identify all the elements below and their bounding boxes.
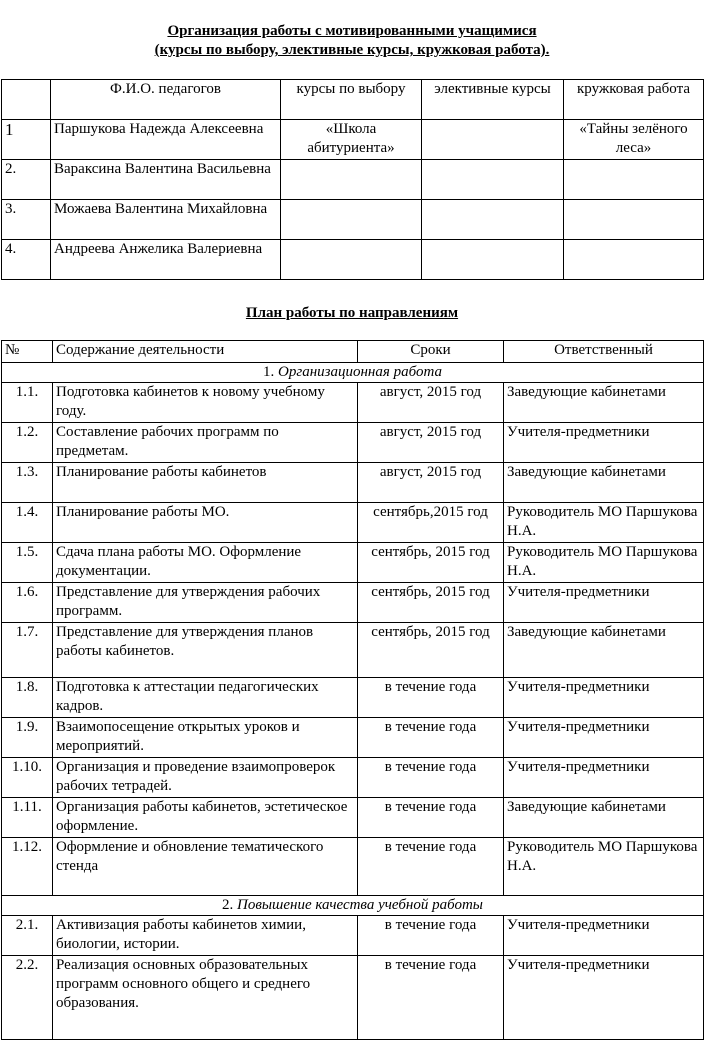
- row-num: 3.: [2, 200, 51, 240]
- row-num: 1.4.: [2, 503, 53, 543]
- row-num: 1.6.: [2, 583, 53, 623]
- circle-name: [564, 160, 704, 200]
- header-num: [2, 80, 51, 120]
- row-num: 1.9.: [2, 718, 53, 758]
- table-row: [2, 956, 704, 1040]
- table-row: [2, 543, 704, 583]
- plan-title: План работы по направлениям: [245, 305, 459, 321]
- circle-name: [564, 200, 704, 240]
- activity-term: в течение года: [358, 678, 504, 718]
- section-heading: [2, 896, 704, 916]
- section-row: [2, 363, 704, 383]
- elective-name: [422, 200, 564, 240]
- section-heading: [2, 363, 704, 383]
- circle-name: [564, 240, 704, 280]
- activity-content: Составление рабочих программ по предметам.: [53, 423, 358, 463]
- row-num: 1.1.: [2, 383, 53, 423]
- elective-name: [422, 120, 564, 160]
- activity-content: Подготовка к аттестации педагогических кадров.: [53, 678, 358, 718]
- activity-term: сентябрь, 2015 год: [358, 583, 504, 623]
- activity-term: в течение года: [358, 916, 504, 956]
- header-courses: курсы по выбору: [281, 80, 422, 120]
- activity-term: в течение года: [358, 838, 504, 896]
- activity-responsible: Учителя-предметники: [504, 678, 704, 718]
- elective-name: [422, 240, 564, 280]
- activity-term: в течение года: [358, 758, 504, 798]
- document-title: Организация работы с мотивированными учащимися: [167, 23, 537, 39]
- activity-responsible: Учителя-предметники: [504, 956, 704, 1040]
- circle-name: «Тайны зелёного леса»: [564, 120, 704, 160]
- section-name: Организационная работа: [278, 364, 442, 380]
- elective-name: [422, 160, 564, 200]
- activity-content: Организация работы кабинетов, эстетическое оформление.: [53, 798, 358, 838]
- row-num: 1.3.: [2, 463, 53, 503]
- table-row: [2, 120, 704, 160]
- activity-responsible: Заведующие кабинетами: [504, 383, 704, 423]
- header-num: №: [2, 341, 53, 363]
- activity-content: Представление для утверждения планов работы кабинетов.: [53, 623, 358, 678]
- header-circle: кружковая работа: [564, 80, 704, 120]
- table-row: [2, 160, 704, 200]
- course-name: [281, 240, 422, 280]
- activity-content: Организация и проведение взаимопроверок рабочих тетрадей.: [53, 758, 358, 798]
- course-name: [281, 200, 422, 240]
- section-name: Повышение качества учебной работы: [237, 897, 483, 913]
- course-name: «Школа абитуриента»: [281, 120, 422, 160]
- course-name: [281, 160, 422, 200]
- activity-responsible: Заведующие кабинетами: [504, 623, 704, 678]
- teacher-name: Можаева Валентина Михайловна: [51, 200, 281, 240]
- activity-responsible: Учителя-предметники: [504, 916, 704, 956]
- activity-content: Планирование работы МО.: [53, 503, 358, 543]
- activity-term: август, 2015 год: [358, 383, 504, 423]
- plan-header-row: [2, 341, 704, 363]
- activity-term: сентябрь, 2015 год: [358, 543, 504, 583]
- activity-responsible: Учителя-предметники: [504, 758, 704, 798]
- teacher-name: Паршукова Надежда Алексеевна: [51, 120, 281, 160]
- teachers-table: [1, 79, 704, 280]
- row-num: 1.5.: [2, 543, 53, 583]
- section-number: 2.: [222, 897, 234, 913]
- document-subtitle: (курсы по выбору, элективные курсы, кружковая работа).: [154, 42, 550, 58]
- activity-content: Активизация работы кабинетов химии, биологии, истории.: [53, 916, 358, 956]
- teachers-header-row: [2, 80, 704, 120]
- activity-term: в течение года: [358, 956, 504, 1040]
- activity-term: август, 2015 год: [358, 423, 504, 463]
- section-number: 1.: [263, 364, 275, 380]
- table-row: [2, 623, 704, 678]
- activity-content: Оформление и обновление тематического стенда: [53, 838, 358, 896]
- teacher-name: Андреева Анжелика Валериевна: [51, 240, 281, 280]
- header-name: Ф.И.О. педагогов: [51, 80, 281, 120]
- table-row: [2, 200, 704, 240]
- section-row: [2, 896, 704, 916]
- table-row: [2, 916, 704, 956]
- row-num: 4.: [2, 240, 51, 280]
- activity-responsible: Учителя-предметники: [504, 718, 704, 758]
- activity-responsible: Заведующие кабинетами: [504, 463, 704, 503]
- activity-responsible: Учителя-предметники: [504, 583, 704, 623]
- activity-responsible: Руководитель МО Паршукова Н.А.: [504, 543, 704, 583]
- table-row: [2, 383, 704, 423]
- table-row: [2, 798, 704, 838]
- activity-content: Подготовка кабинетов к новому учебному году.: [53, 383, 358, 423]
- row-num: 1.10.: [2, 758, 53, 798]
- table-row: [2, 758, 704, 798]
- table-row: [2, 240, 704, 280]
- row-num: 1.2.: [2, 423, 53, 463]
- row-num: 1.8.: [2, 678, 53, 718]
- header-content: Содержание деятельности: [53, 341, 358, 363]
- table-row: [2, 463, 704, 503]
- table-row: [2, 503, 704, 543]
- header-elective: элективные курсы: [422, 80, 564, 120]
- activity-term: в течение года: [358, 718, 504, 758]
- plan-table: [1, 340, 704, 1040]
- activity-responsible: Заведующие кабинетами: [504, 798, 704, 838]
- table-row: [2, 678, 704, 718]
- activity-content: Планирование работы кабинетов: [53, 463, 358, 503]
- activity-term: сентябрь,2015 год: [358, 503, 504, 543]
- table-row: [2, 583, 704, 623]
- table-row: [2, 838, 704, 896]
- row-num: 1.12.: [2, 838, 53, 896]
- row-num: 2.: [2, 160, 51, 200]
- header-term: Сроки: [358, 341, 504, 363]
- activity-content: Реализация основных образовательных программ основного общего и среднего образования.: [53, 956, 358, 1040]
- activity-responsible: Руководитель МО Паршукова Н.А.: [504, 838, 704, 896]
- activity-content: Сдача плана работы МО. Оформление документации.: [53, 543, 358, 583]
- teacher-name: Вараксина Валентина Васильевна: [51, 160, 281, 200]
- table-row: [2, 718, 704, 758]
- activity-responsible: Руководитель МО Паршукова Н.А.: [504, 503, 704, 543]
- row-num: 1.11.: [2, 798, 53, 838]
- activity-responsible: Учителя-предметники: [504, 423, 704, 463]
- activity-content: Взаимопосещение открытых уроков и мероприятий.: [53, 718, 358, 758]
- activity-term: в течение года: [358, 798, 504, 838]
- row-num: 2.1.: [2, 916, 53, 956]
- row-num: 2.2.: [2, 956, 53, 1040]
- row-num: 1: [2, 120, 51, 160]
- header-responsible: Ответственный: [504, 341, 704, 363]
- table-row: [2, 423, 704, 463]
- activity-term: август, 2015 год: [358, 463, 504, 503]
- activity-content: Представление для утверждения рабочих программ.: [53, 583, 358, 623]
- row-num: 1.7.: [2, 623, 53, 678]
- activity-term: сентябрь, 2015 год: [358, 623, 504, 678]
